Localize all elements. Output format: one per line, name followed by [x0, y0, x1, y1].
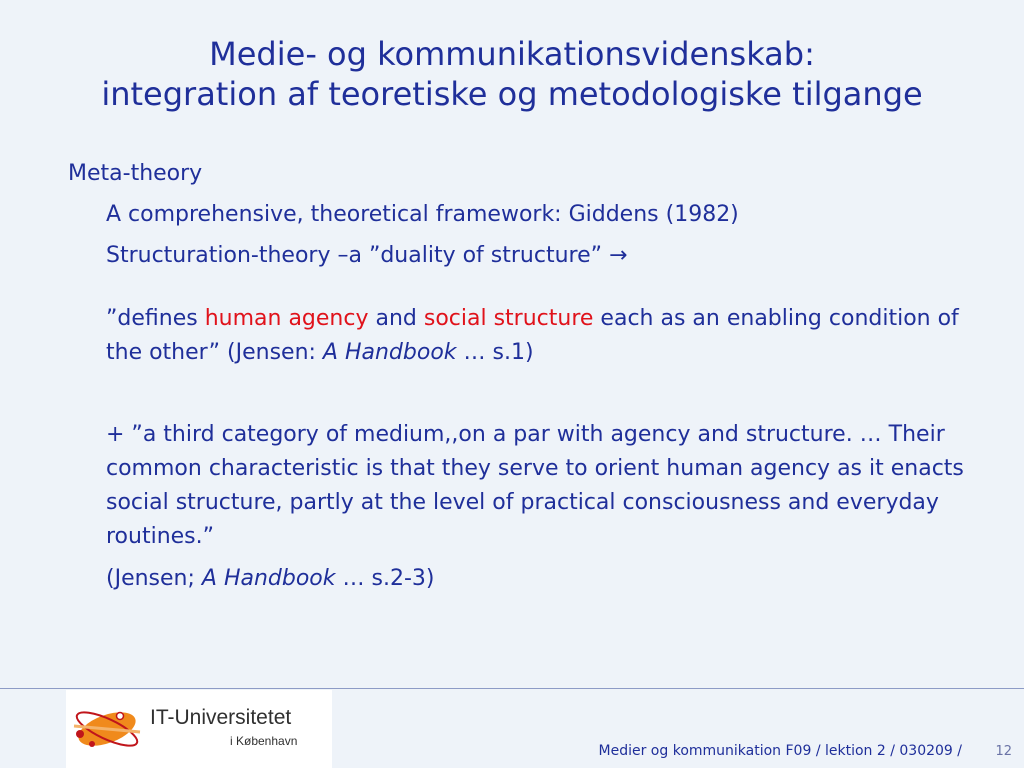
sub-bullet-framework: A comprehensive, theoretical framework: Giddens (1982): [106, 202, 739, 227]
quote-text-4: … s.1): [456, 340, 534, 365]
sub-bullet-structuration: Structuration-theory –a ”duality of structure” →: [106, 243, 628, 268]
footer-course-info: Medier og kommunikation F09 / lektion 2 / 030209 /: [598, 743, 962, 759]
quote-text-1: ”defines: [106, 306, 205, 331]
itu-logo-mark-icon: [70, 698, 144, 760]
citation: [106, 562, 966, 596]
bullet-meta-theory: Meta-theory: [68, 161, 203, 186]
logo-subtitle: i København: [230, 734, 298, 748]
itu-logo: [66, 690, 332, 768]
footer-divider: [0, 688, 1024, 689]
title-line-2: integration af teoretiske og metodologiske tilgange: [101, 75, 923, 113]
citation-book-title: A Handbook: [201, 566, 336, 591]
citation-text-2: … s.2-3): [335, 566, 435, 591]
quote-text-2: and: [368, 306, 424, 331]
quote-defines: [106, 302, 966, 370]
quote-book-title: A Handbook: [322, 340, 457, 365]
quote-third-category: + ”a third category of medium,,on a par with agency and structure. … Their common characteristic is that they serve to orient human agency as it enacts social structure, partly at the level of practical consciousness and everyday routines.”: [106, 422, 964, 549]
quote-text-3: each as an enabling condition of the other” (Jensen:: [106, 306, 959, 365]
slide-title: [0, 34, 1024, 114]
title-line-1: Medie- og kommunikationsvidenskab:: [209, 35, 815, 73]
highlight-social-structure: social structure: [423, 306, 594, 331]
logo-name: IT-Universitetet: [150, 706, 292, 729]
highlight-human-agency: human agency: [204, 306, 369, 331]
page-number: 12: [995, 744, 1012, 759]
citation-text-1: (Jensen;: [106, 566, 202, 591]
